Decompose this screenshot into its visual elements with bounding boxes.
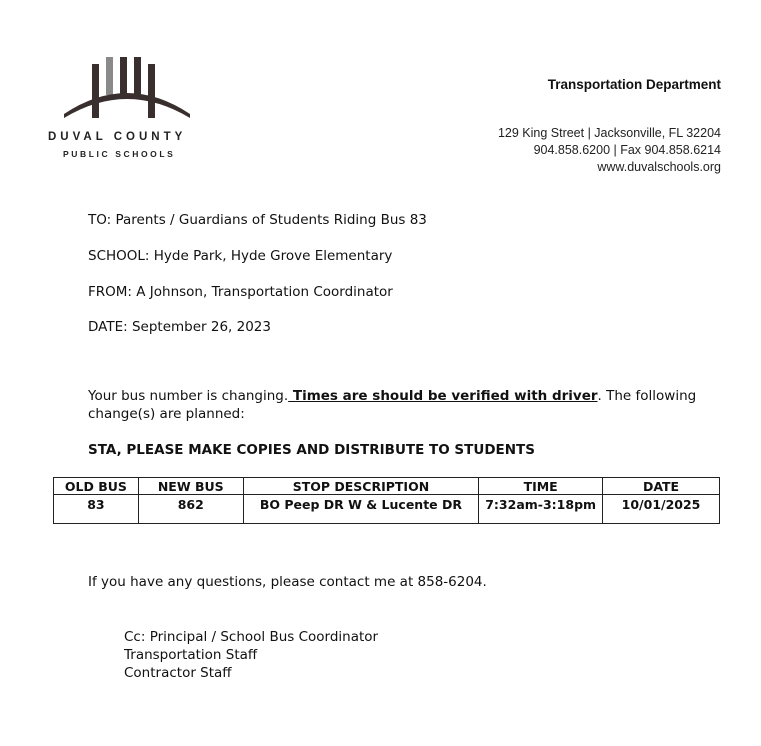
cell-old-bus: 83 (54, 495, 139, 524)
website-line: www.duvalschools.org (597, 160, 721, 174)
header-time: TIME (479, 478, 603, 495)
cell-date: 10/01/2025 (603, 495, 720, 524)
table-header-row (54, 478, 720, 495)
cc-block (124, 628, 378, 682)
header-old-bus: OLD BUS (54, 478, 139, 495)
memo-date: DATE: September 26, 2023 (88, 319, 271, 335)
intro-paragraph (88, 387, 708, 423)
org-subname: PUBLIC SCHOOLS (63, 149, 176, 159)
org-name: DUVAL COUNTY (48, 131, 187, 143)
contact-block (498, 125, 721, 176)
duval-schools-logo (60, 52, 195, 122)
cell-time: 7:32am-3:18pm (479, 495, 603, 524)
header-date: DATE (603, 478, 720, 495)
cc-line: Transportation Staff (124, 647, 258, 663)
intro-text-end: . The following change(s) are planned: (88, 388, 697, 422)
cc-line: Cc: Principal / School Bus Coordinator (124, 629, 379, 645)
bus-change-table (53, 477, 720, 524)
cc-line: Contractor Staff (124, 665, 232, 681)
contact-line: If you have any questions, please contact me at 858-6204. (88, 574, 487, 590)
header-stop-description: STOP DESCRIPTION (243, 478, 479, 495)
memo-school: SCHOOL: Hyde Park, Hyde Grove Elementary (88, 248, 393, 264)
cell-new-bus: 862 (138, 495, 243, 524)
memo-to: TO: Parents / Guardians of Students Riding Bus 83 (88, 212, 427, 228)
distribution-notice: STA, PLEASE MAKE COPIES AND DISTRIBUTE TO STUDENTS (88, 442, 535, 458)
phone-fax-line: 904.858.6200 | Fax 904.858.6214 (533, 143, 721, 157)
table-row (54, 495, 720, 524)
address-line: 129 King Street | Jacksonville, FL 32204 (497, 126, 721, 140)
department-title: Transportation Department (547, 77, 721, 92)
header-new-bus: NEW BUS (138, 478, 243, 495)
memo-from: FROM: A Johnson, Transportation Coordinator (88, 284, 393, 300)
intro-emphasis: Times are should be verified with driver (288, 388, 598, 404)
cell-stop-description: BO Peep DR W & Lucente DR (243, 495, 479, 524)
intro-text: Your bus number is changing. (88, 388, 289, 404)
